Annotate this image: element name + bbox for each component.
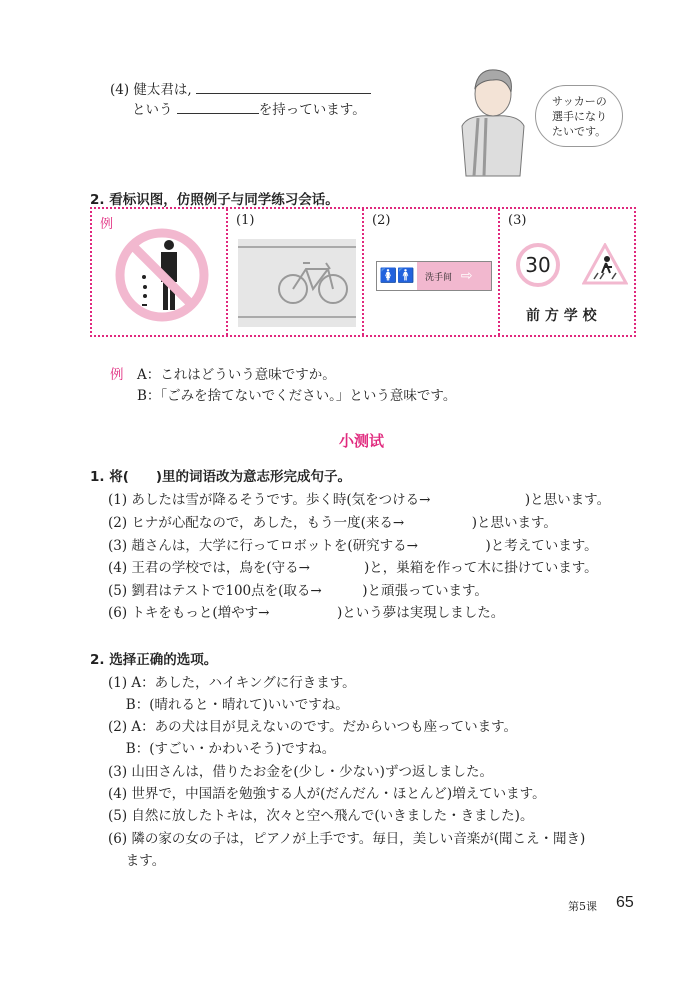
cell-label: (3) [508,213,527,228]
restroom-figures-icon: 🚺🚹 [377,262,417,290]
q1-item: (5) 劉君はテストで100点を(取る→ )と頑張っています。 [108,583,488,599]
q2-item: (5) 自然に放したトキは，次々と空へ飛んで(いきました・きました)。 [108,808,534,824]
exercise-item-4-line1 [110,78,371,98]
cell-label: (2) [372,213,391,228]
speed-limit-sign: 30 [516,243,560,287]
q2-item: (3) 山田さんは，借りたお金を(少し・少ない)ずつ返しました。 [108,764,493,780]
q1-item: (4) 王君の学校では，鳥を(守る→ )と，巣箱を作って木に掛けています。 [108,560,598,576]
q2-item: ます。 [108,853,166,869]
lesson-label: 第5课 [568,900,597,913]
example-line-b: B：「ごみを捨てないでください。」という意味です。 [137,388,457,404]
quiz-q1-heading: 1. 将( )里的词语改为意志形完成句子。 [90,469,352,485]
cell-label: 例 [100,217,114,232]
q1-item: (1) あしたは雪が降るそうです。歩く時(気をつける→ )と思います。 [108,492,611,508]
q1-item: (3) 趙さんは，大学に行ってロボットを(研究する→ )と考えています。 [108,538,598,554]
q2-item: B：(すごい・かわいそう)ですね。 [108,741,336,757]
exercise-item-4-line2 [132,98,366,118]
boy-illustration [448,66,538,186]
pedestrian-crossing-icon [582,243,628,285]
q2-item: (4) 世界で，中国語を勉強する人が(だんだん・ほとんど)増えています。 [108,786,546,802]
cell-label: (1) [236,213,255,228]
sign-cell-3 [500,209,634,335]
q2-item: (6) 隣の家の女の子は，ピアノが上手です。毎日，美しい音楽が(聞こえ・聞き) [108,831,586,847]
answer-blank [196,81,371,94]
item-text: を持っています。 [258,102,366,118]
school-ahead-caption: 前 方 学 校 [526,308,597,324]
q2-item: (2) A：あの犬は目が見えないのです。だからいつも座っています。 [108,719,518,735]
bubble-line: たいです。 [552,125,607,138]
bicycle-lane-icon [238,239,356,329]
q2-item: B：(晴れると・晴れて)いいですね。 [108,697,349,713]
restroom-sign-label [417,262,491,290]
arrow-right-icon: ⇨ [460,268,473,284]
quiz-title: 小测试 [339,432,385,450]
answer-blank [177,101,259,114]
q1-item: (2) ヒナが心配なので，あした，もう一度(来る→ )と思います。 [108,515,557,531]
q1-item: (6) トキをもっと(増やす→ )という夢は実現しました。 [108,605,505,621]
bubble-line: サッカーの [552,95,607,108]
speech-bubble [535,85,623,147]
item-text: という [132,102,173,118]
page-number: 65 [616,894,634,911]
example-label: 例 [110,367,124,383]
quiz-q2-heading: 2. 选择正确的选项。 [90,652,218,668]
no-littering-icon [114,227,210,323]
restroom-text: 洗手间 [425,273,453,283]
sign-grid [90,207,636,337]
q2-item: (1) A：あした，ハイキングに行きます。 [108,675,356,691]
bubble-line: 選手になり [552,110,607,123]
section2-heading: 2. 看标识图，仿照例子与同学练习会话。 [90,192,339,208]
item-text: (4) 健太君は, [110,82,192,98]
restroom-sign [376,261,492,291]
sign-cell-1 [228,209,364,335]
example-line-a: A：これはどういう意味ですか。 [137,367,336,383]
sign-cell-2 [364,209,500,335]
sign-cell-example [92,209,228,335]
